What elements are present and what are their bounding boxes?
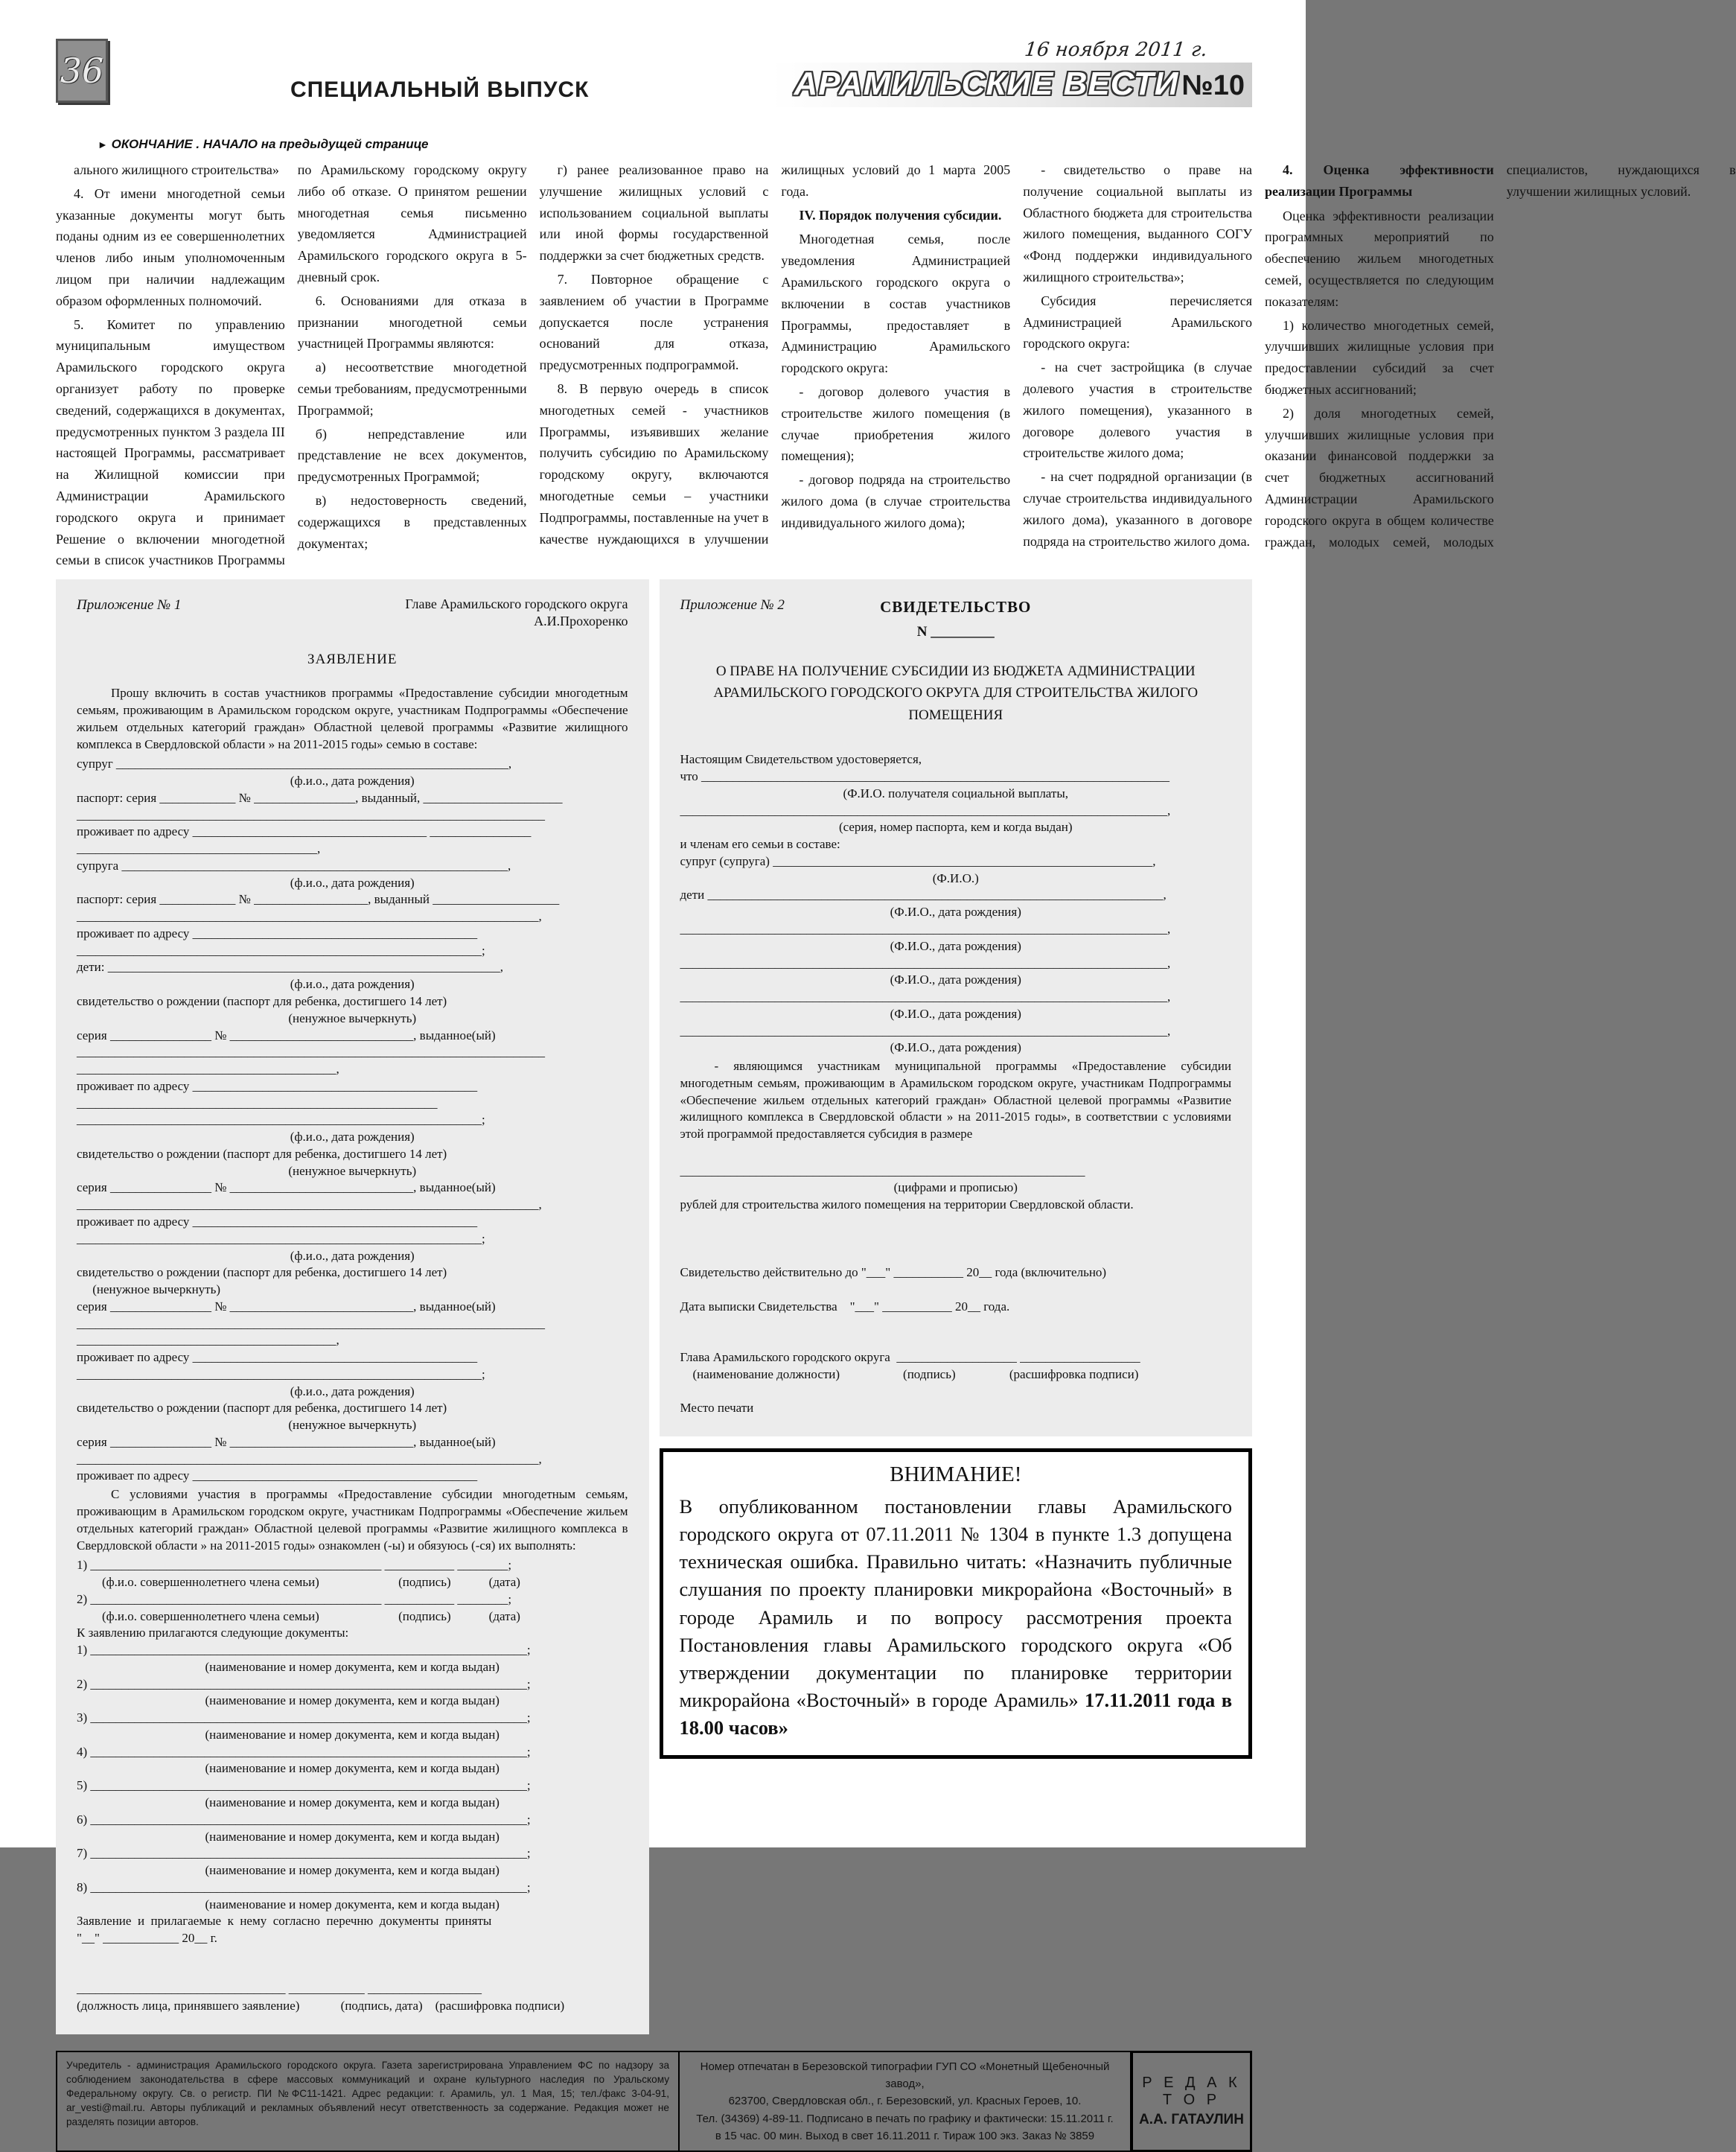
form-line: ________________________________________________________________; <box>77 943 485 958</box>
form-line: __________________________________________________________________________ <box>77 1045 545 1060</box>
attention-title: ВНИМАНИЕ! <box>890 1462 1022 1487</box>
form-line: (ф.и.о., дата рождения) <box>290 875 415 890</box>
form-line <box>680 1316 1232 1333</box>
form-line: 1) _____________________________________________________________________; <box>77 1643 531 1658</box>
appendix1-column <box>56 579 649 2034</box>
appendix2-subtitle: О ПРАВЕ НА ПОЛУЧЕНИЕ СУБСИДИИ ИЗ БЮДЖЕТА АДМИНИСТРАЦИИ АРАМИЛЬСКОГО ГОРОДСКОГО ОКРУГА ДЛЯ СТРОИТЕЛЬСТВА ЖИЛОГО ПОМЕЩЕНИЯ <box>713 663 1199 723</box>
form-line: (ф.и.о., дата рождения) <box>290 1130 415 1145</box>
addressee-line2: А.И.Прохоренко <box>534 614 628 629</box>
article-paragraph: IV. Порядок получения субсидии. <box>799 207 1002 223</box>
form-line: (Ф.И.О., дата рождения) <box>890 938 1021 953</box>
masthead-issue: №10 <box>1181 70 1245 101</box>
form-line: Настоящим Свидетельством удостоверяется, <box>680 752 922 767</box>
article-paragraph: г) ранее реализованное право на улучшение жилищных условий с использованием социальной выплаты или иной формы государственной поддержки за счет бюджетных средств. <box>539 162 769 264</box>
article-paragraph: - договор долевого участия в строительстве жилого помещения (в случае приобретения жилого помещения); <box>781 383 1011 464</box>
form-line: С условиями участия в программы «Предоставление субсидии многодетным семьям, проживающим в Арамильском городском округе, участникам Подпрограммы «Обеспечение жильем отдельных категорий граждан» Областной целевой программы «Развитие жилищного комплекса в Свердловской области » на 2011-2015 годы» ознакомлен (-ы) и обязуюсь (-ся) их выполнять: <box>77 1487 628 1553</box>
appendix2-number-line: N _________ <box>916 623 995 640</box>
form-line: ________________________________________________________________; <box>77 1231 485 1246</box>
form-line: свидетельство о рождении (паспорт для ребенка, достигшего 14 лет) <box>77 1265 447 1280</box>
article-text <box>56 159 1736 573</box>
footer-print-line: 623700, Свердловская обл., г. Березовский, ул. Красных Героев, 10. <box>728 2095 1082 2108</box>
article-paragraph: 2) доля многодетных семей, улучшивших жилищные условия при оказании финансовой поддержки за счет бюджетных ассигнований Администрации Арамильского городского округа в общем количестве граждан, молодых семей, молодых специалистов, нуждающихся в улучшении жилищных условий. <box>1264 162 1736 550</box>
article-paragraph: 6. Основаниями для отказа в признании многодетной семьи участницей Программы являются: <box>297 293 527 351</box>
page-footer <box>56 2051 1252 2152</box>
editor-label: Р Е Д А К Т О Р <box>1142 2075 1241 2109</box>
form-line: 4) _____________________________________________________________________; <box>77 1744 531 1759</box>
form-line: паспорт: серия ____________ № ________________, выданный, ______________________ <box>77 790 563 805</box>
footer-print-info <box>680 2051 1132 2152</box>
article-paragraph: Многодетная семья, после уведомления Администрацией Арамильского городского округа о включении в состав участников Программы, предоставляет в Администрацию Арамильского городского округа: <box>781 232 1011 376</box>
form-line: (Ф.И.О., дата рождения) <box>890 972 1021 987</box>
form-line: свидетельство о рождении (паспорт для ребенка, достигшего 14 лет) <box>77 1146 447 1161</box>
article-paragraph: а) несоответствие многодетной семьи требованиям, предусмотренными Программой; <box>297 360 527 418</box>
appendix1-body <box>77 685 628 2015</box>
article-paragraph: Оценка эффективности реализации программных мероприятий по обеспечению жильем многодетных семей, осуществляется по следующим показателям: <box>1264 208 1494 309</box>
form-line <box>680 1231 1232 1248</box>
form-line: (наименование и номер документа, кем и когда выдан) <box>205 1863 500 1878</box>
form-line: _________________________________________________________________________, <box>77 1451 542 1466</box>
form-line <box>680 1332 1232 1349</box>
appendix2-title: СВИДЕТЕЛЬСТВО <box>880 598 1032 617</box>
form-line: 2) ______________________________________________ ___________ ________; <box>77 1591 512 1606</box>
form-line: ______________________________________, <box>77 841 321 856</box>
form-line: Глава Арамильского городского округа ___________________ ___________________ <box>680 1350 1140 1365</box>
form-line: Свидетельство действительно до "___" ___________ 20__ года (включительно) <box>680 1265 1107 1280</box>
article-paragraph: - на счет застройщика (в случае долевого участия в строительстве жилого помещения), указанного в договоре долевого участия в строительстве жилого дома; <box>1023 360 1252 461</box>
form-line: 7) _____________________________________________________________________; <box>77 1846 531 1861</box>
article-paragraph: б) непредставление или представление не всех документов, предусмотренных Программой; <box>297 426 527 485</box>
form-line: 8) _____________________________________________________________________; <box>77 1879 531 1894</box>
form-line: (ненужное вычеркнуть) <box>77 1282 221 1297</box>
form-line: (ф.и.о. совершеннолетнего члена семьи) (подпись) (дата) <box>77 1575 520 1590</box>
form-line: Заявление и прилагаемые к нему согласно перечню документы приняты <box>77 1914 492 1929</box>
form-line: _____________________________________________________________________________, <box>680 1023 1171 1038</box>
form-line: что __________________________________________________________________________ <box>680 769 1170 784</box>
article-paragraph: - договор подряда на строительство жилого дома (в случае строительства индивидуального жилого дома); <box>781 472 1011 530</box>
appendix2-body <box>680 751 1232 1417</box>
form-line: 1) ______________________________________________ ___________ ________; <box>77 1558 512 1573</box>
form-line: (должность лица, принявшего заявление) (подпись, дата) (расшифровка подписи) <box>77 1999 565 2013</box>
form-line: (ф.и.о., дата рождения) <box>290 1384 415 1398</box>
article-paragraph: 4. Оценка эффективности реализации Программы <box>1264 162 1494 199</box>
masthead-date: 16 ноября 2011 г. <box>1024 39 1209 61</box>
form-line: паспорт: серия ____________ № __________________, выданный ____________________ <box>77 892 560 907</box>
form-line: 2) _____________________________________________________________________; <box>77 1676 531 1691</box>
article-paragraph: - на счет подрядной организации (в случае строительства индивидуального жилого дома), указанного в договоре подряда на строительство жилого дома. <box>1023 469 1252 549</box>
page-number: 36 <box>60 51 104 91</box>
form-line: 3) _____________________________________________________________________; <box>77 1710 531 1725</box>
form-line: и членам его семьи в составе: <box>680 837 840 852</box>
form-line: рублей для строительства жилого помещения на территории Свердловской области. <box>680 1197 1134 1212</box>
form-line: (наименование и номер документа, кем и когда выдан) <box>205 1659 500 1674</box>
footer-publisher-info: Учредитель - администрация Арамильского городского округа. Газета зарегистрирована Управлением ФС по надзору за соблюдением законодательства в сфере массовых коммуникаций и охране культурного наследия по Уральскому Федеральному округу. Св. о регистр. ПИ №ФС11-1421. Адрес редакции: г. Арамиль, ул. 1 Мая, 15; тел./факс 3-04-91, ar_vesti@mail.ru. Авторы публикаций и рекламных объявлений несут ответственность за содержание. Редакция может не разделять позиции авторов. <box>56 2051 680 2152</box>
article-paragraph: 7. Повторное обращение с заявлением об участии в Программе допускается после устранения оснований для отказа, предусмотренных подпрограммой. <box>539 271 769 373</box>
form-line: _____________________________________________________________________________, <box>680 803 1171 818</box>
form-line: серия ________________ № _____________________________, выданное(ый) <box>77 1299 496 1314</box>
form-line: дети ________________________________________________________________________, <box>680 888 1167 902</box>
appendix1-head <box>77 596 628 631</box>
form-line <box>680 1146 1232 1163</box>
article-paragraph: - свидетельство о праве на получение социальной выплаты из Областного бюджета для строительства жилого помещения, выданного СОГУ «Фонд поддержки индивидуального жилищного строительства»; <box>1023 162 1252 284</box>
form-line: __________________________________________________________________________ <box>77 807 545 822</box>
form-line: (наименование и номер документа, кем и когда выдан) <box>205 1829 500 1844</box>
page-number-box <box>56 39 108 103</box>
form-line: _____________________________________________________________________________, <box>680 955 1171 970</box>
form-line: 5) _____________________________________________________________________; <box>77 1778 531 1793</box>
form-line: (ф.и.о., дата рождения) <box>290 1248 415 1263</box>
form-line: _____________________________________________________________________________, <box>680 922 1171 936</box>
form-line: 6) _____________________________________________________________________; <box>77 1812 531 1827</box>
form-line: дети: ______________________________________________________________, <box>77 960 503 975</box>
addressee-line1: Главе Арамильского городского округа <box>405 596 628 611</box>
form-line: _________________________________________________________ <box>77 1095 438 1110</box>
masthead-name: АРАМИЛЬСКИЕ ВЕСТИ <box>794 66 1179 102</box>
appendix1-title: ЗАЯВЛЕНИЕ <box>307 651 398 667</box>
form-line: - являющимся участникам муниципальной программы «Предоставление субсидии многодетным семьям, проживающим в Арамильском городском округе, участникам Подпрограммы «Обеспечение жильем отдельных категорий граждан» Областной целевой программы «Развитие жилищного комплекса в Свердловской области » на 2011-2015 годы», в соответствии с условиями этой программой предоставляется субсидия в размере <box>680 1059 1231 1142</box>
form-line: супруга _____________________________________________________________, <box>77 858 511 873</box>
form-line: проживает по адресу _____________________________________ ________________ <box>77 824 532 839</box>
form-line: (Ф.И.О., дата рождения) <box>890 1006 1021 1021</box>
appendix1-addressee <box>405 596 628 631</box>
masthead <box>771 39 1252 107</box>
article-paragraph: ального жилищного строительства» <box>74 162 279 177</box>
form-line: _________________________________________, <box>77 1062 339 1077</box>
form-line: (наименование и номер документа, кем и когда выдан) <box>205 1693 500 1708</box>
editor-name: А.А. ГАТАУЛИН <box>1139 2112 1244 2128</box>
form-line: (наименование должности) (подпись) (расшифровка подписи) <box>680 1366 1139 1381</box>
attention-body <box>680 1493 1233 1742</box>
footer-print-line: в 15 час. 00 мин. Выход в свет 16.11.2011 г. Тираж 100 экз. Заказ № 3859 <box>715 2129 1095 2142</box>
form-line: (ф.и.о. совершеннолетнего члена семьи) (подпись) (дата) <box>77 1608 520 1623</box>
form-line: (наименование и номер документа, кем и когда выдан) <box>205 1761 500 1776</box>
form-line: _________________________________________________________________________, <box>77 909 542 924</box>
form-line: "__" ____________ 20__ г. <box>77 1931 217 1946</box>
form-line: проживает по адресу _____________________________________________ <box>77 926 478 940</box>
attention-body-text: В опубликованном постановлении главы Арамильского городского округа от 07.11.2011 № 1304 в пункте 1.3 допущена техническая ошибка. Правильно читать: «Назначить публичные слушания по проекту планировки микрорайона «Восточный» в городе Арамиль и по вопросу рассмотрения проекта Постановления главы Арамильского городского округа «Об утверждении документации по планировке территории микрорайона «Восточный» в городе Арамиль» <box>679 1495 1232 1711</box>
form-line: (наименование и номер документа, кем и когда выдан) <box>205 1795 500 1809</box>
form-line: супруг (супруга) ____________________________________________________________, <box>680 853 1156 868</box>
form-line: (ненужное вычеркнуть) <box>288 1418 417 1433</box>
article-paragraph: 1) количество многодетных семей, улучшивших жилищные условия при предоставлении субсидий за счет бюджетных ассигнований; <box>1264 317 1494 397</box>
footer-print-line: Тел. (34369) 4-89-11. Подписано в печать по графику и фактически: 15.11.2011 г. <box>696 2112 1114 2125</box>
form-line: (Ф.И.О., дата рождения) <box>890 1040 1021 1055</box>
form-line: ________________________________________________________________; <box>77 1112 485 1127</box>
appendix1-form <box>56 579 649 2034</box>
form-line <box>77 1947 628 1964</box>
page-title: СПЕЦИАЛЬНЫЙ ВЫПУСК <box>290 77 590 102</box>
form-line: _________________________________________, <box>77 1333 339 1348</box>
form-line: серия ________________ № _____________________________, выданное(ый) <box>77 1180 496 1195</box>
form-line: Место печати <box>680 1401 754 1416</box>
form-line: (ф.и.о., дата рождения) <box>290 774 415 789</box>
form-line: (наименование и номер документа, кем и когда выдан) <box>205 1897 500 1911</box>
form-line: __________________________________________________________________________ <box>77 1316 545 1331</box>
form-line: проживает по адресу _____________________________________________ <box>77 1468 478 1483</box>
appendix1-label: Приложение № 1 <box>77 597 182 613</box>
form-line: проживает по адресу _____________________________________________ <box>77 1214 478 1229</box>
form-line <box>680 1282 1232 1299</box>
form-line: проживает по адресу _____________________________________________ <box>77 1350 478 1365</box>
appendix2-column <box>660 579 1253 1759</box>
form-line: (ф.и.о., дата рождения) <box>290 977 415 992</box>
form-line: серия ________________ № _____________________________, выданное(ый) <box>77 1434 496 1449</box>
form-line: (наименование и номер документа, кем и когда выдан) <box>205 1727 500 1742</box>
appendix2-form <box>660 579 1253 1436</box>
footer-editor-box <box>1132 2051 1252 2152</box>
form-line: свидетельство о рождении (паспорт для ребенка, достигшего 14 лет) <box>77 994 447 1009</box>
form-line: Дата выписки Свидетельства "___" ___________ 20__ года. <box>680 1299 1010 1314</box>
article-paragraph: 5. Комитет по управлению муниципальным имуществом Арамильского городского округа организует работу по проверке сведений, содержащихся в документах, предусмотренных пунктом 3 раздела III настоящей Программы, рассматривает на Жилищной комиссии при Администрации Арамильского городского округа и принимает Решение о включении многодетной семьи в список участников Программы по Арамильскому городскому округу либо об отказе. О принятом решении многодетная семья письменно уведомляется Администрацией Арамильского городского округа в 5-дневный срок. <box>56 162 527 568</box>
form-line: ________________________________________________________________; <box>77 1366 485 1381</box>
form-line: серия ________________ № _____________________________, выданное(ый) <box>77 1028 496 1042</box>
article-paragraph: в) недостоверность сведений, содержащихся в представленных документах; <box>297 492 527 551</box>
form-line <box>680 1248 1232 1265</box>
form-line: (серия, номер паспорта, кем и когда выдан) <box>838 820 1073 835</box>
appendix2-label: Приложение № 2 <box>680 597 785 613</box>
form-line: (ненужное вычеркнуть) <box>288 1163 417 1178</box>
attention-body-bold: 17.11.2011 года в 18.00 часов» <box>679 1688 1233 1739</box>
form-line <box>680 1384 1232 1401</box>
arrow-icon: ► <box>98 139 108 150</box>
form-line: (ненужное вычеркнуть) <box>288 1010 417 1025</box>
form-line: Прошу включить в состав участников программы «Предоставление субсидии многодетным семьям, проживающим в Арамильском городском округе, участникам Подпрограммы «Обеспечение жильем отдельных категорий граждан» Областной целевой программы «Развитие жилищного комплекса в Свердловской области » на 2011-2015 годы» семью в составе: <box>77 686 628 751</box>
masthead-name-block <box>771 63 1252 107</box>
form-line: свидетельство о рождении (паспорт для ребенка, достигшего 14 лет) <box>77 1401 447 1416</box>
continuation-note-text: ОКОНЧАНИЕ . НАЧАЛО на предыдущей странице <box>111 137 429 151</box>
form-line: супруг ______________________________________________________________, <box>77 757 512 771</box>
form-line: ________________________________________________________________ <box>680 1163 1085 1178</box>
attention-box <box>660 1448 1253 1759</box>
footer-print-line: Номер отпечатан в Березовской типографии ГУП СО «Монетный Щебеночный завод», <box>700 2060 1110 2091</box>
form-line <box>680 1214 1232 1231</box>
form-line: К заявлению прилагаются следующие документы: <box>77 1626 349 1640</box>
appendices-row <box>56 579 1252 2034</box>
page-header <box>56 39 1252 134</box>
form-line: _________________________________ ____________ __________________ <box>77 1981 482 1996</box>
form-line: (Ф.И.О.) <box>932 870 979 885</box>
form-line: (Ф.И.О., дата рождения) <box>890 905 1021 920</box>
form-line: _________________________________________________________________________, <box>77 1197 542 1212</box>
form-line: (цифрами и прописью) <box>893 1180 1018 1195</box>
form-line: (Ф.И.О. получателя социальной выплаты, <box>843 786 1069 800</box>
article-paragraph: Субсидия перечисляется Администрацией Арамильского городского округа: <box>1023 293 1252 351</box>
article-paragraph: 8. В первую очередь в список многодетных семей - участников Программы, изъявивших желание получить субсидию по Арамильскому городскому округу, включаются многодетные семьи – участники Подпрограммы, поставленные на учет в качестве нуждающихся в улучшении жилищных условий до 1 марта 2005 года. <box>539 162 1011 547</box>
form-line: проживает по адресу _____________________________________________ <box>77 1078 478 1093</box>
continuation-note <box>98 137 1252 152</box>
form-line <box>77 1964 628 1981</box>
form-line: _____________________________________________________________________________, <box>680 990 1171 1005</box>
article-paragraph: 4. От имени многодетной семьи указанные документы могут быть поданы одним из ее совершеннолетних членов либо иным уполномоченным лицом при наличии надлежащим образом оформленных полномочий. <box>56 185 285 308</box>
